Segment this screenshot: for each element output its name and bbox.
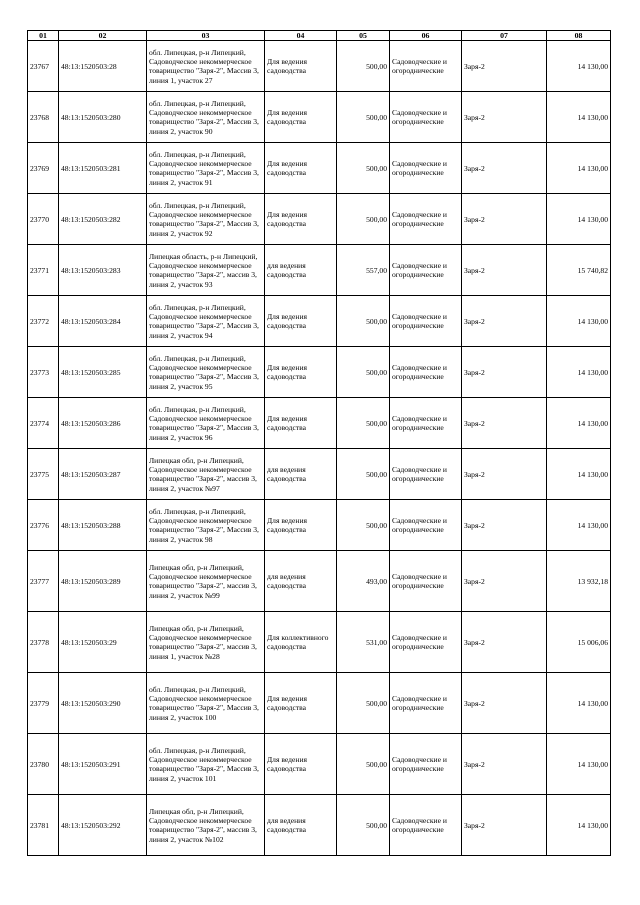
cell-cadastral-value: 14 130,00 <box>547 398 611 449</box>
cell-land-category: Садоводческие и огороднические <box>390 245 462 296</box>
table-row <box>28 551 611 612</box>
cell-cadastral-number: 48:13:1520503:29 <box>59 612 147 673</box>
cell-land-category: Садоводческие и огороднические <box>390 296 462 347</box>
cell-cadastral-number: 48:13:1520503:292 <box>59 795 147 856</box>
cell-address <box>147 296 265 347</box>
cell-record-number: 23774 <box>28 398 59 449</box>
cell-land-category: Садоводческие и огороднические <box>390 347 462 398</box>
address-text: обл. Липецкая, р-н Липецкий, Садоводческое некоммерческое товарищество "Заря-2", Массив 3, линия 2, участок 98 <box>149 506 259 544</box>
cell-cadastral-number: 48:13:1520503:286 <box>59 398 147 449</box>
table-row <box>28 245 611 296</box>
cell-land-category: Садоводческие и огороднические <box>390 734 462 795</box>
address-text: обл. Липецкая, р-н Липецкий, Садоводческое некоммерческое товарищество "Заря-2", Массив 3, линия 2, участок 101 <box>149 745 259 783</box>
cell-cadastral-value: 14 130,00 <box>547 92 611 143</box>
cell-record-number: 23772 <box>28 296 59 347</box>
cell-permitted-use: для ведения садоводства <box>265 449 337 500</box>
cell-cadastral-value: 14 130,00 <box>547 296 611 347</box>
cell-area: 500,00 <box>337 795 390 856</box>
cell-zone: Заря-2 <box>462 41 547 92</box>
cell-record-number: 23778 <box>28 612 59 673</box>
cell-zone: Заря-2 <box>462 734 547 795</box>
cell-cadastral-number: 48:13:1520503:290 <box>59 673 147 734</box>
cell-permitted-use: Для ведения садоводства <box>265 41 337 92</box>
cell-permitted-use: Для ведения садоводства <box>265 398 337 449</box>
cell-record-number: 23777 <box>28 551 59 612</box>
column-header: 08 <box>547 31 611 41</box>
cell-area: 557,00 <box>337 245 390 296</box>
table-row <box>28 41 611 92</box>
cell-area: 500,00 <box>337 92 390 143</box>
table-row <box>28 449 611 500</box>
column-header: 07 <box>462 31 547 41</box>
cell-address <box>147 551 265 612</box>
cell-area: 500,00 <box>337 194 390 245</box>
cell-land-category: Садоводческие и огороднические <box>390 41 462 92</box>
address-text: Липецкая обл, р-н Липецкий, Садоводческое некоммерческое товарищество "Заря-2", массив 3, линия 2, участок №97 <box>149 455 257 493</box>
cell-area: 500,00 <box>337 398 390 449</box>
cell-land-category: Садоводческие и огороднические <box>390 398 462 449</box>
cell-address <box>147 41 265 92</box>
cell-zone: Заря-2 <box>462 245 547 296</box>
cell-cadastral-value: 14 130,00 <box>547 449 611 500</box>
cell-address <box>147 500 265 551</box>
cell-zone: Заря-2 <box>462 612 547 673</box>
cell-zone: Заря-2 <box>462 194 547 245</box>
cell-address <box>147 143 265 194</box>
cell-cadastral-number: 48:13:1520503:284 <box>59 296 147 347</box>
cell-permitted-use: Для ведения садоводства <box>265 347 337 398</box>
cell-cadastral-number: 48:13:1520503:280 <box>59 92 147 143</box>
cell-permitted-use: Для ведения садоводства <box>265 194 337 245</box>
cell-land-category: Садоводческие и огороднические <box>390 194 462 245</box>
cell-cadastral-number: 48:13:1520503:287 <box>59 449 147 500</box>
cell-record-number: 23781 <box>28 795 59 856</box>
cell-permitted-use: Для ведения садоводства <box>265 296 337 347</box>
cell-permitted-use: Для коллективного садоводства <box>265 612 337 673</box>
address-text: Липецкая обл, р-н Липецкий, Садоводческое некоммерческое товарищество "Заря-2", массив 3, линия 1, участок №28 <box>149 623 257 661</box>
table-row <box>28 92 611 143</box>
cell-permitted-use: для ведения садоводства <box>265 551 337 612</box>
cell-record-number: 23768 <box>28 92 59 143</box>
header-row <box>28 31 611 41</box>
cell-area: 531,00 <box>337 612 390 673</box>
cell-zone: Заря-2 <box>462 500 547 551</box>
column-header: 05 <box>337 31 390 41</box>
table-row <box>28 500 611 551</box>
cell-zone: Заря-2 <box>462 551 547 612</box>
cell-cadastral-value: 14 130,00 <box>547 795 611 856</box>
cell-zone: Заря-2 <box>462 673 547 734</box>
cell-area: 500,00 <box>337 449 390 500</box>
cell-cadastral-value: 15 006,06 <box>547 612 611 673</box>
cell-cadastral-value: 14 130,00 <box>547 41 611 92</box>
column-header: 04 <box>265 31 337 41</box>
address-text: Липецкая обл, р-н Липецкий, Садоводческое некоммерческое товарищество "Заря-2", массив 3, линия 2, участок №99 <box>149 562 257 600</box>
cell-area: 500,00 <box>337 143 390 194</box>
cell-address <box>147 398 265 449</box>
cell-area: 500,00 <box>337 500 390 551</box>
column-header: 02 <box>59 31 147 41</box>
cell-cadastral-number: 48:13:1520503:282 <box>59 194 147 245</box>
cell-record-number: 23776 <box>28 500 59 551</box>
table-row <box>28 194 611 245</box>
cell-cadastral-number: 48:13:1520503:288 <box>59 500 147 551</box>
cell-permitted-use: Для ведения садоводства <box>265 734 337 795</box>
cell-record-number: 23771 <box>28 245 59 296</box>
table-row <box>28 398 611 449</box>
document-page <box>27 30 610 856</box>
cell-permitted-use: Для ведения садоводства <box>265 92 337 143</box>
cell-address <box>147 734 265 795</box>
table-row <box>28 612 611 673</box>
cell-cadastral-value: 14 130,00 <box>547 734 611 795</box>
cell-zone: Заря-2 <box>462 795 547 856</box>
address-text: Липецкая обл, р-н Липецкий, Садоводческое некоммерческое товарищество "Заря-2", массив 3, линия 2, участок №102 <box>149 806 257 844</box>
column-header: 03 <box>147 31 265 41</box>
cell-land-category: Садоводческие и огороднические <box>390 92 462 143</box>
cell-address <box>147 92 265 143</box>
cell-zone: Заря-2 <box>462 398 547 449</box>
cell-address <box>147 673 265 734</box>
cell-cadastral-value: 13 932,18 <box>547 551 611 612</box>
cell-zone: Заря-2 <box>462 449 547 500</box>
cell-record-number: 23767 <box>28 41 59 92</box>
cell-area: 493,00 <box>337 551 390 612</box>
cell-cadastral-value: 14 130,00 <box>547 500 611 551</box>
table-row <box>28 734 611 795</box>
address-text: Липецкая область, р-н Липецкий, Садоводческое некоммерческое товарищество "Заря-2", массив 3, линия 2, участок 93 <box>149 251 258 289</box>
cell-cadastral-number: 48:13:1520503:289 <box>59 551 147 612</box>
address-text: обл. Липецкая, р-н Липецкий, Садоводческое некоммерческое товарищество "Заря-2", Массив 3, линия 2, участок 90 <box>149 98 259 136</box>
cell-record-number: 23770 <box>28 194 59 245</box>
cell-cadastral-number: 48:13:1520503:281 <box>59 143 147 194</box>
cell-cadastral-number: 48:13:1520503:285 <box>59 347 147 398</box>
cell-area: 500,00 <box>337 41 390 92</box>
cell-cadastral-value: 15 740,82 <box>547 245 611 296</box>
cell-land-category: Садоводческие и огороднические <box>390 673 462 734</box>
cell-area: 500,00 <box>337 734 390 795</box>
cell-address <box>147 795 265 856</box>
cell-permitted-use: для ведения садоводства <box>265 795 337 856</box>
cell-area: 500,00 <box>337 673 390 734</box>
cell-cadastral-value: 14 130,00 <box>547 673 611 734</box>
table-row <box>28 143 611 194</box>
cell-address <box>147 245 265 296</box>
cell-zone: Заря-2 <box>462 296 547 347</box>
cell-permitted-use: для ведения садоводства <box>265 245 337 296</box>
cell-permitted-use: Для ведения садоводства <box>265 500 337 551</box>
address-text: обл. Липецкая, р-н Липецкий, Садоводческое некоммерческое товарищество "Заря-2", Массив 3, линия 2, участок 94 <box>149 302 259 340</box>
cell-record-number: 23773 <box>28 347 59 398</box>
cell-cadastral-number: 48:13:1520503:291 <box>59 734 147 795</box>
table-row <box>28 673 611 734</box>
cell-land-category: Садоводческие и огороднические <box>390 795 462 856</box>
cell-record-number: 23775 <box>28 449 59 500</box>
address-text: обл. Липецкая, р-н Липецкий, Садоводческое некоммерческое товарищество "Заря-2", Массив 3, линия 2, участок 96 <box>149 404 259 442</box>
column-header: 01 <box>28 31 59 41</box>
cell-land-category: Садоводческие и огороднические <box>390 612 462 673</box>
address-text: обл. Липецкая, р-н Липецкий, Садоводческое некоммерческое товарищество "Заря-2", Массив 3, линия 2, участок 92 <box>149 200 259 238</box>
cell-address <box>147 194 265 245</box>
cell-land-category: Садоводческие и огороднические <box>390 551 462 612</box>
cell-zone: Заря-2 <box>462 92 547 143</box>
cell-cadastral-number: 48:13:1520503:28 <box>59 41 147 92</box>
cell-zone: Заря-2 <box>462 143 547 194</box>
column-header: 06 <box>390 31 462 41</box>
cell-permitted-use: Для ведения садоводства <box>265 143 337 194</box>
address-text: обл. Липецкая, р-н Липецкий, Садоводческое некоммерческое товарищество "Заря-2", Массив 3, линия 2, участок 95 <box>149 353 259 391</box>
cell-cadastral-value: 14 130,00 <box>547 143 611 194</box>
cell-address <box>147 347 265 398</box>
cell-land-category: Садоводческие и огороднические <box>390 500 462 551</box>
address-text: обл. Липецкая, р-н Липецкий, Садоводческое некоммерческое товарищество "Заря-2", Массив 3, линия 2, участок 100 <box>149 684 259 722</box>
cell-zone: Заря-2 <box>462 347 547 398</box>
address-text: обл. Липецкая, р-н Липецкий, Садоводческое некоммерческое товарищество "Заря-2", Массив 3, линия 1, участок 27 <box>149 47 259 85</box>
table-row <box>28 795 611 856</box>
table-row <box>28 296 611 347</box>
cell-land-category: Садоводческие и огороднические <box>390 449 462 500</box>
cell-cadastral-value: 14 130,00 <box>547 194 611 245</box>
cell-cadastral-number: 48:13:1520503:283 <box>59 245 147 296</box>
address-text: обл. Липецкая, р-н Липецкий, Садоводческое некоммерческое товарищество "Заря-2", Массив 3, линия 2, участок 91 <box>149 149 259 187</box>
cell-area: 500,00 <box>337 296 390 347</box>
cell-area: 500,00 <box>337 347 390 398</box>
cell-record-number: 23779 <box>28 673 59 734</box>
cell-cadastral-value: 14 130,00 <box>547 347 611 398</box>
cell-address <box>147 612 265 673</box>
table-row <box>28 347 611 398</box>
land-plots-table <box>27 30 611 856</box>
cell-land-category: Садоводческие и огороднические <box>390 143 462 194</box>
cell-permitted-use: Для ведения садоводства <box>265 673 337 734</box>
cell-record-number: 23769 <box>28 143 59 194</box>
cell-address <box>147 449 265 500</box>
cell-record-number: 23780 <box>28 734 59 795</box>
